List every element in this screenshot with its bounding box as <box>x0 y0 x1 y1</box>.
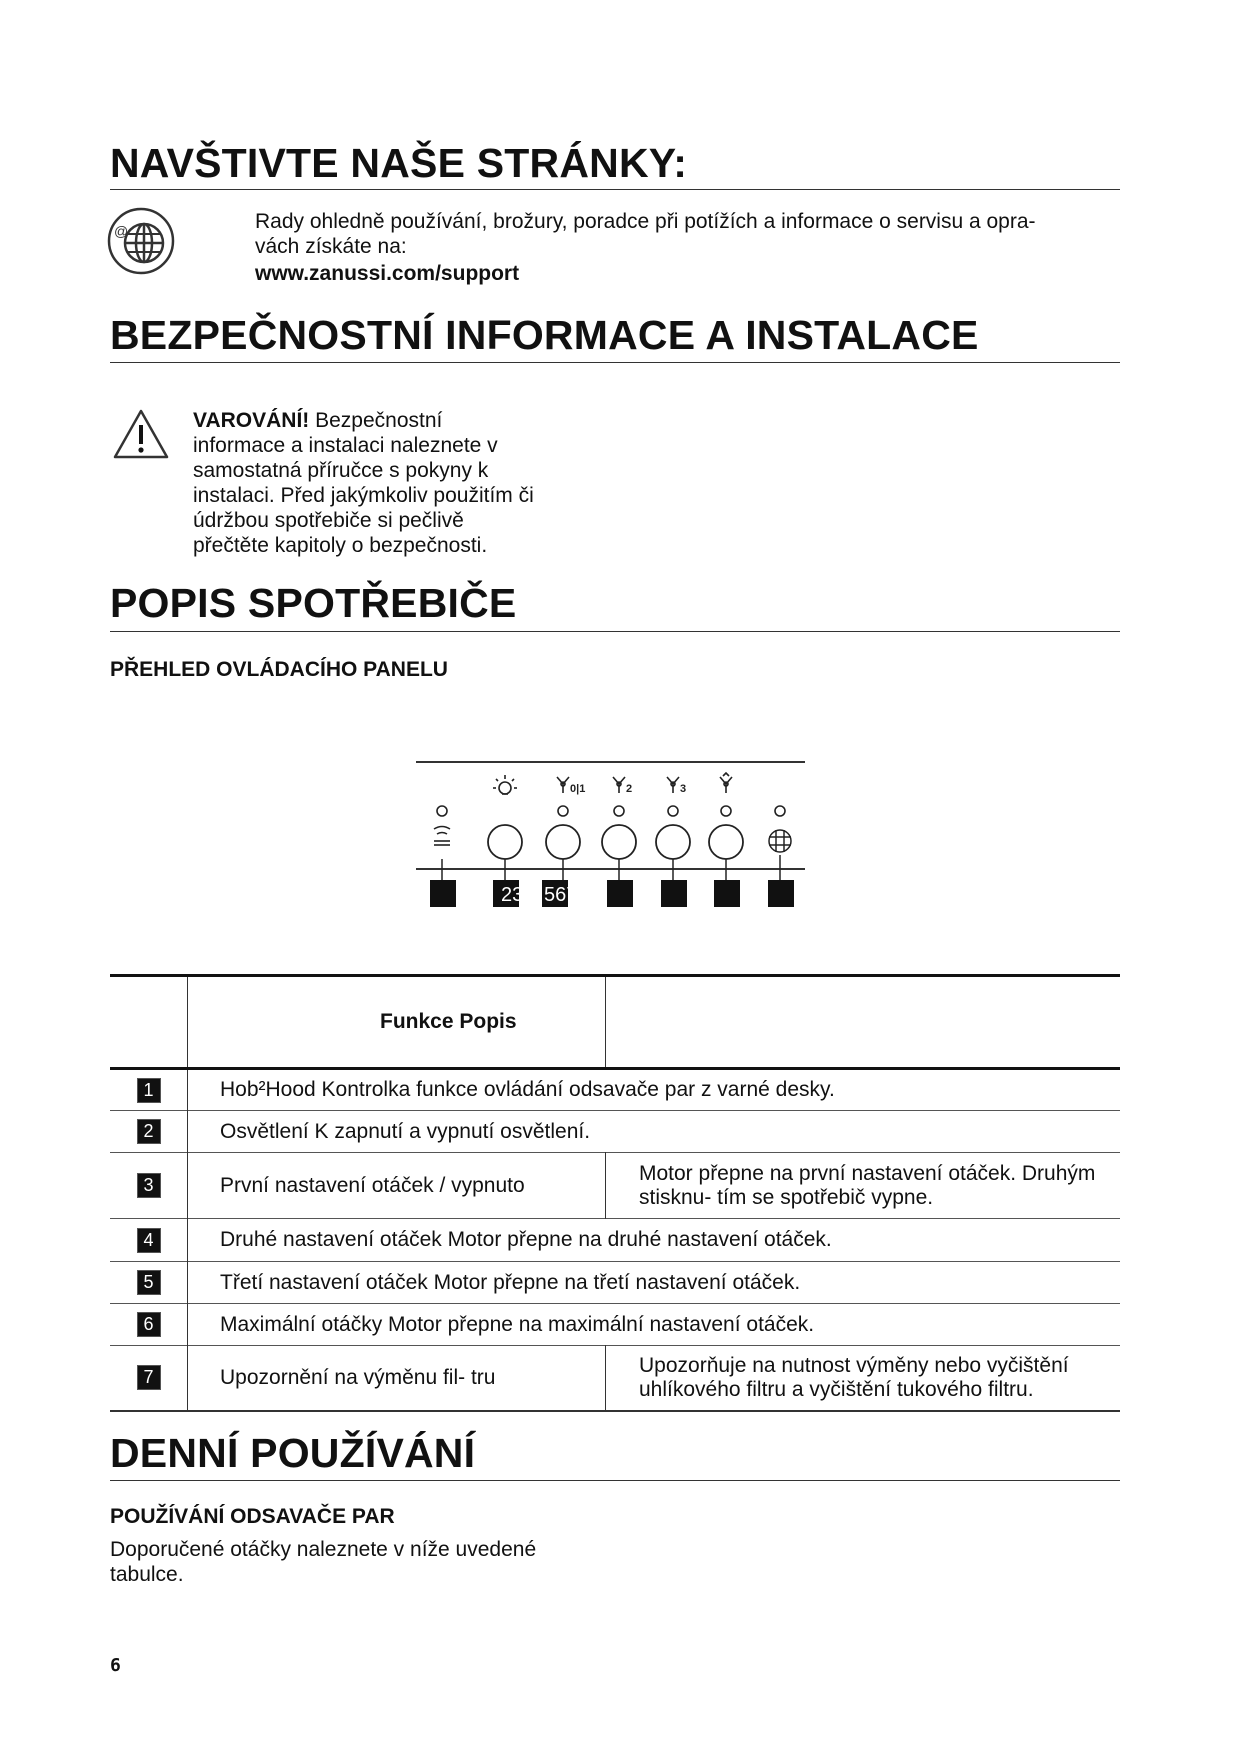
row-description: Upozorňuje na nutnost výměny nebo vyčištění uhlíkového filtru a vyčištění tukového filtru. <box>606 1346 1121 1411</box>
warning-triangle-icon <box>112 408 170 460</box>
heading-rule <box>110 1480 1120 1481</box>
warning-line: Bezpečnostní <box>315 409 443 432</box>
row-function: Osvětlení K zapnutí a vypnutí osvětlení. <box>188 1111 1121 1153</box>
callout-4 <box>607 880 633 907</box>
table-row <box>110 1346 1120 1411</box>
callout-5 <box>661 880 687 907</box>
row-function: První nastavení otáček / vypnuto <box>188 1153 606 1219</box>
warning-line: instalaci. Před jakýmkoliv použitím či <box>193 484 534 507</box>
callout-label: 23 <box>501 884 524 906</box>
speed-3-button <box>656 825 690 859</box>
fan-max-icon <box>720 773 732 793</box>
section-heading-safety: BEZPEČNOSTNÍ INFORMACE A INSTALACE <box>110 312 979 358</box>
callout-1 <box>430 880 456 907</box>
section-heading-description: POPIS SPOTŘEBIČE <box>110 580 517 626</box>
hob2hood-icon <box>434 827 450 846</box>
led-indicator <box>721 806 731 816</box>
filter-grid-icon <box>769 830 791 852</box>
fan-speed-2-icon <box>613 777 625 793</box>
section-heading-visit: NAVŠTIVTE NAŠE STRÁNKY: <box>110 140 688 186</box>
speed-2-button <box>602 825 636 859</box>
callout-label: 567 <box>544 884 578 906</box>
light-button <box>488 825 522 859</box>
warning-line: informace a instalaci naleznete v <box>193 434 498 457</box>
daily-text-line1: Doporučené otáčky naleznete v níže uvedené <box>110 1538 537 1561</box>
row-function: Maximální otáčky Motor přepne na maximální nastavení otáček. <box>188 1304 1121 1346</box>
table-row <box>110 1262 1120 1304</box>
callout-6 <box>714 880 740 907</box>
row-description: Motor přepne na první nastavení otáček. Druhým stisknu- tím se spotřebič vypne. <box>606 1153 1121 1219</box>
heading-rule <box>110 189 1120 190</box>
row-function: Upozornění na výměnu fil- tru <box>188 1346 606 1411</box>
subheading-hood-use: POUŽÍVÁNÍ ODSAVAČE PAR <box>110 1505 395 1528</box>
callout-7 <box>768 880 794 907</box>
svg-text:@: @ <box>114 223 129 239</box>
led-indicator <box>558 806 568 816</box>
row-number-badge: 3 <box>137 1173 161 1198</box>
fan-speed-3-icon <box>667 777 679 793</box>
table-header: Funkce Popis <box>188 976 606 1069</box>
led-indicator <box>668 806 678 816</box>
row-number-badge: 2 <box>137 1119 161 1144</box>
globe-icon <box>106 206 176 276</box>
max-speed-button <box>709 825 743 859</box>
section-heading-daily: DENNÍ POUŽÍVÁNÍ <box>110 1430 476 1476</box>
visit-text-line2: vách získáte na: <box>255 235 407 258</box>
table-row <box>110 1153 1120 1219</box>
led-indicator <box>437 806 447 816</box>
row-number-badge: 5 <box>137 1270 161 1295</box>
row-function: Hob²Hood Kontrolka funkce ovládání odsavače par z varné desky. <box>188 1069 1121 1111</box>
led-indicator <box>614 806 624 816</box>
table-row <box>110 1219 1120 1262</box>
speed-label: 2 <box>626 783 633 795</box>
table-row <box>110 1304 1120 1346</box>
support-link[interactable]: www.zanussi.com/support <box>255 262 520 285</box>
heading-rule <box>110 631 1120 632</box>
function-table <box>110 974 1120 1412</box>
row-number-badge: 6 <box>137 1312 161 1337</box>
speed-label: 3 <box>680 783 687 795</box>
warning-label: VAROVÁNÍ! <box>193 409 310 432</box>
fan-speed-1-icon <box>557 777 569 793</box>
light-icon <box>493 775 517 794</box>
table-row <box>110 1111 1120 1153</box>
daily-text-line2: tabulce. <box>110 1563 184 1586</box>
led-indicator <box>775 806 785 816</box>
warning-line: samostatná příručce s pokyny k <box>193 459 489 482</box>
warning-line: údržbou spotřebiče si pečlivě <box>193 509 464 532</box>
table-row <box>110 1069 1120 1111</box>
speed-label: 0|1 <box>570 783 586 795</box>
subheading-control-panel: PŘEHLED OVLÁDACÍHO PANELU <box>110 658 448 681</box>
control-panel-diagram <box>410 755 810 915</box>
visit-text-line1: Rady ohledně používání, brožury, poradce při potížích a informace o servisu a opra- <box>255 210 1036 233</box>
row-number-badge: 1 <box>137 1078 161 1103</box>
page-number: 6 <box>110 1655 121 1676</box>
warning-line: přečtěte kapitoly o bezpečnosti. <box>193 534 488 557</box>
speed-1-button <box>546 825 580 859</box>
row-function: Třetí nastavení otáček Motor přepne na třetí nastavení otáček. <box>188 1262 1121 1304</box>
heading-rule <box>110 362 1120 363</box>
row-function: Druhé nastavení otáček Motor přepne na druhé nastavení otáček. <box>188 1219 1121 1262</box>
row-number-badge: 7 <box>137 1365 161 1390</box>
row-number-badge: 4 <box>137 1228 161 1253</box>
